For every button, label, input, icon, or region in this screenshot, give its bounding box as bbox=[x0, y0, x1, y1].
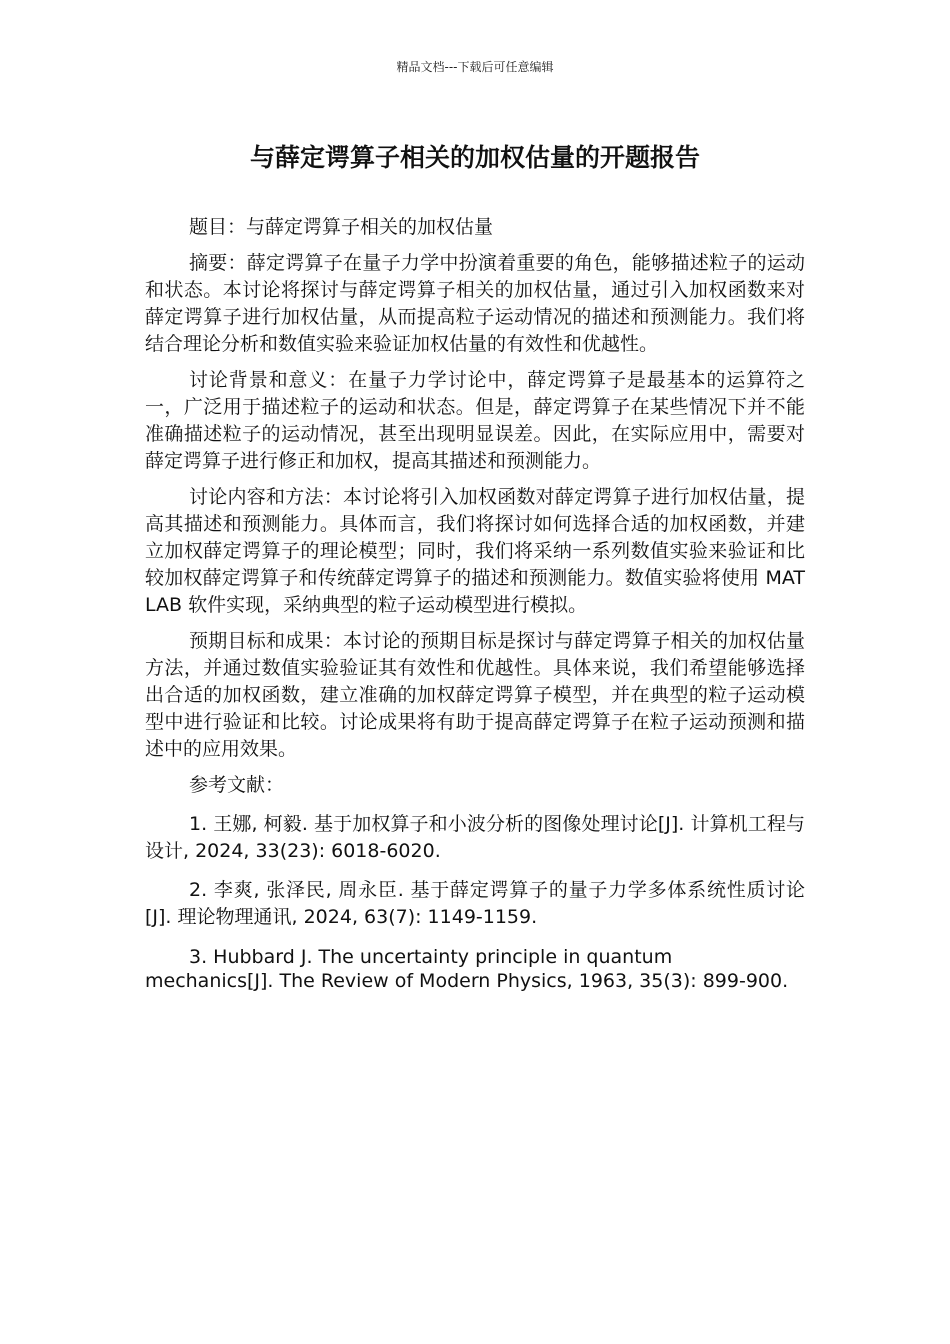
header-note: 精品文档---下载后可任意编辑 bbox=[396, 60, 554, 74]
goals-paragraph: 预期目标和成果：本讨论的预期目标是探讨与薛定谔算子相关的加权估量方法，并通过数值实验验证其有效性和优越性。具体来说，我们希望能够选择出合适的加权函数，建立准确的加权薛定谔算子模型，并在典型的粒子运动模型中进行验证和比较。讨论成果将有助于提高薛定谔算子在粒子运动预测和描述中的应用效果。 bbox=[145, 630, 805, 760]
methods-paragraph: 讨论内容和方法：本讨论将引入加权函数对薛定谔算子进行加权估量，提高其描述和预测能力。具体而言，我们将探讨如何选择合适的加权函数，并建立加权薛定谔算子的理论模型；同时，我们将采纳一系列数值实验来验证和比较加权薛定谔算子和传统薛定谔算子的描述和预测能力。数值实验将使用 MATLAB 软件实现，采纳典型的粒子运动模型进行模拟。 bbox=[145, 486, 805, 616]
document-body bbox=[145, 214, 805, 1002]
abstract-paragraph: 摘要：薛定谔算子在量子力学中扮演着重要的角色，能够描述粒子的运动和状态。本讨论将探讨与薛定谔算子相关的加权估量，通过引入加权函数来对薛定谔算子进行加权估量，从而提高粒子运动情况的描述和预测能力。我们将结合理论分析和数值实验来验证加权估量的有效性和优越性。 bbox=[145, 252, 805, 355]
document-title: 与薛定谔算子相关的加权估量的开题报告 bbox=[249, 143, 700, 172]
topic-paragraph: 题目：与薛定谔算子相关的加权估量 bbox=[189, 216, 494, 238]
reference-item: 2. 李爽, 张泽民, 周永臣. 基于薛定谔算子的量子力学多体系统性质讨论[J]. 理论物理通讯, 2024, 63(7): 1149-1159. bbox=[145, 879, 805, 928]
references-heading: 参考文献： bbox=[189, 774, 285, 796]
background-paragraph: 讨论背景和意义：在量子力学讨论中，薛定谔算子是最基本的运算符之一，广泛用于描述粒子的运动和状态。但是，薛定谔算子在某些情况下并不能准确描述粒子的运动情况，甚至出现明显误差。因此，在实际应用中，需要对薛定谔算子进行修正和加权，提高其描述和预测能力。 bbox=[145, 369, 805, 472]
reference-item: 3. Hubbard J. The uncertainty principle in quantum mechanics[J]. The Review of Modern Physics, 1963, 35(3): 899-900. bbox=[145, 946, 789, 992]
reference-item: 1. 王娜, 柯毅. 基于加权算子和小波分析的图像处理讨论[J]. 计算机工程与设计, 2024, 33(23): 6018-6020. bbox=[145, 813, 805, 862]
